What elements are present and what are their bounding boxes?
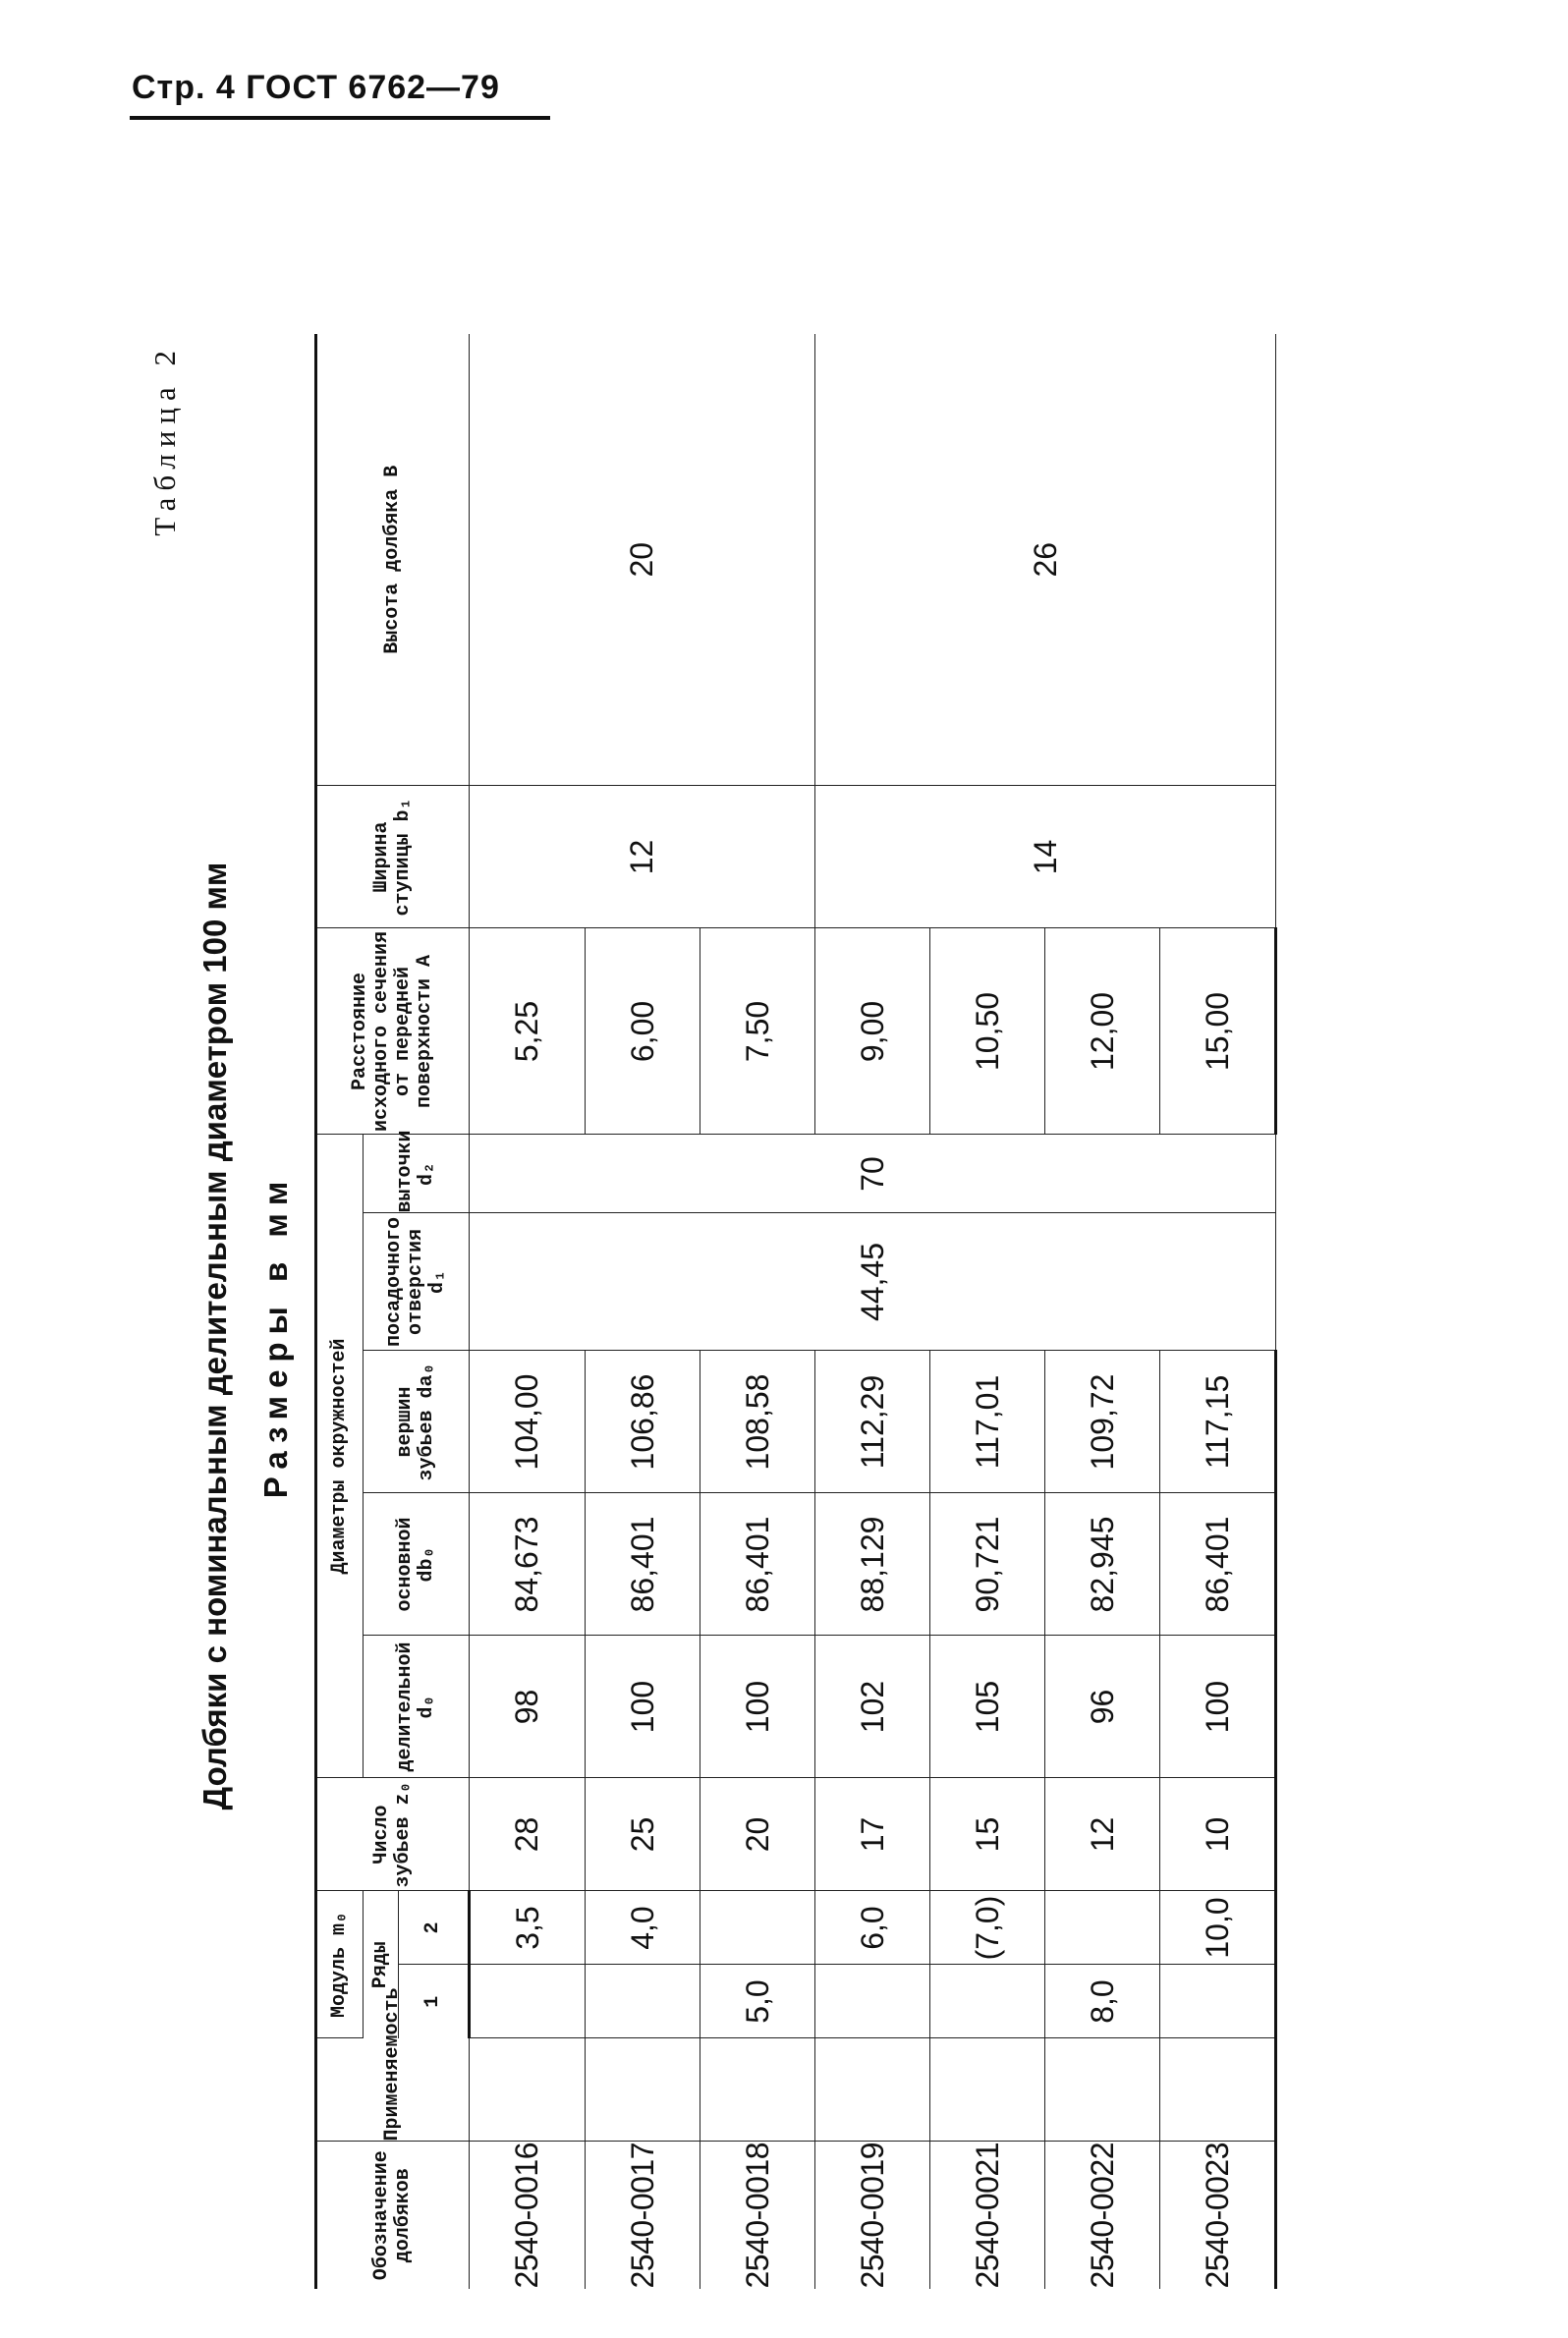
cell-module-row2: 4,0 (586, 1891, 700, 1965)
col-tip-dia: вершин зубьев da₀ (364, 1351, 470, 1493)
cell-tip-dia: 106,86 (586, 1351, 700, 1493)
cell-base-dia: 88,129 (815, 1493, 930, 1636)
col-diameters: Диаметры окружностей (316, 1135, 364, 1778)
cell-height: 20 (470, 334, 815, 786)
cell-pitch-dia: 102 (815, 1636, 930, 1778)
cell-distance: 9,00 (815, 928, 930, 1135)
cell-hub-width: 12 (470, 786, 815, 928)
cell-applicability (586, 2038, 700, 2142)
col-pitch-dia: делительной d₀ (364, 1636, 470, 1778)
cell-module-row2 (1045, 1891, 1160, 1965)
cell-teeth: 25 (586, 1778, 700, 1891)
col-module: Модуль m₀ (316, 1891, 364, 2038)
cell-recess-dia: 70 (470, 1135, 1276, 1213)
cell-pitch-dia: 96 (1045, 1636, 1160, 1778)
col-rows-group: Ряды (364, 1891, 399, 2038)
cell-code: 2540-0021 (930, 2142, 1045, 2289)
cell-teeth: 28 (470, 1778, 586, 1891)
cell-teeth: 15 (930, 1778, 1045, 1891)
col-bore-dia: посадочного отверстия d₁ (364, 1213, 470, 1351)
cell-applicability (1045, 2038, 1160, 2142)
cell-module-row2: (7,0) (930, 1891, 1045, 1965)
cell-distance: 5,25 (470, 928, 586, 1135)
cell-pitch-dia: 100 (586, 1636, 700, 1778)
cell-tip-dia: 109,72 (1045, 1351, 1160, 1493)
cell-tip-dia: 117,01 (930, 1351, 1045, 1493)
cell-module-row1 (1160, 1965, 1276, 2038)
cell-module-row2 (700, 1891, 815, 1965)
cell-applicability (700, 2038, 815, 2142)
rotated-table-block (147, 334, 1503, 2338)
cell-module-row1 (470, 1965, 586, 2038)
cell-base-dia: 84,673 (470, 1493, 586, 1636)
cell-code: 2540-0018 (700, 2142, 815, 2289)
cell-applicability (470, 2038, 586, 2142)
col-recess-dia: выточки d₂ (364, 1135, 470, 1213)
cell-base-dia: 86,401 (586, 1493, 700, 1636)
table-title: Долбяки с номинальным делительным диаметром 100 мм (196, 862, 233, 1810)
col-row2: 2 (399, 1891, 470, 1965)
cell-module-row1: 8,0 (1045, 1965, 1160, 2038)
col-height: Высота долбяка B (316, 334, 470, 786)
cell-bore-dia: 44,45 (470, 1213, 1276, 1351)
cell-code: 2540-0016 (470, 2142, 586, 2289)
header-rule (130, 116, 550, 120)
cell-module-row2: 3,5 (470, 1891, 586, 1965)
cell-height: 26 (815, 334, 1276, 786)
col-teeth: Число зубьев z₀ (316, 1778, 470, 1891)
col-base-dia: основной db₀ (364, 1493, 470, 1636)
col-hub-width: Ширина ступицы b₁ (316, 786, 470, 928)
cell-teeth: 12 (1045, 1778, 1160, 1891)
cell-distance: 10,50 (930, 928, 1045, 1135)
cell-teeth: 20 (700, 1778, 815, 1891)
cell-hub-width: 14 (815, 786, 1276, 928)
cell-base-dia: 86,401 (1160, 1493, 1276, 1636)
cell-pitch-dia: 100 (1160, 1636, 1276, 1778)
cell-tip-dia: 117,15 (1160, 1351, 1276, 1493)
cell-distance: 7,50 (700, 928, 815, 1135)
cell-pitch-dia: 100 (700, 1636, 815, 1778)
col-designation: Обозначение долбяков (316, 2142, 470, 2289)
cell-code: 2540-0022 (1045, 2142, 1160, 2289)
cell-code: 2540-0023 (1160, 2142, 1276, 2289)
cell-applicability (815, 2038, 930, 2142)
cell-distance: 6,00 (586, 928, 700, 1135)
cell-tip-dia: 108,58 (700, 1351, 815, 1493)
cell-code: 2540-0017 (586, 2142, 700, 2289)
cell-tip-dia: 112,29 (815, 1351, 930, 1493)
page-header: Стр. 4 ГОСТ 6762—79 (132, 69, 500, 106)
cell-code: 2540-0019 (815, 2142, 930, 2289)
cell-applicability (1160, 2038, 1276, 2142)
units-caption: Размеры в мм (257, 1173, 294, 1499)
cell-module-row1 (815, 1965, 930, 2038)
cell-applicability (930, 2038, 1045, 2142)
cell-teeth: 10 (1160, 1778, 1276, 1891)
spec-table (314, 334, 1277, 2289)
cell-teeth: 17 (815, 1778, 930, 1891)
col-applicability: Применяемость (316, 2038, 470, 2142)
cell-base-dia: 86,401 (700, 1493, 815, 1636)
col-distance: Расстояние исходного сечения от передней поверхности A (316, 928, 470, 1135)
cell-pitch-dia: 98 (470, 1636, 586, 1778)
cell-module-row1: 5,0 (700, 1965, 815, 2038)
cell-module-row1 (930, 1965, 1045, 2038)
cell-distance: 15,00 (1160, 928, 1276, 1135)
table-row (470, 334, 586, 2289)
cell-module-row2: 6,0 (815, 1891, 930, 1965)
col-row1: 1 (399, 1965, 470, 2038)
cell-base-dia: 90,721 (930, 1493, 1045, 1636)
cell-module-row1 (586, 1965, 700, 2038)
table-label: Таблица 2 (147, 344, 182, 536)
cell-distance: 12,00 (1045, 928, 1160, 1135)
cell-tip-dia: 104,00 (470, 1351, 586, 1493)
cell-base-dia: 82,945 (1045, 1493, 1160, 1636)
cell-pitch-dia: 105 (930, 1636, 1045, 1778)
cell-module-row2: 10,0 (1160, 1891, 1276, 1965)
